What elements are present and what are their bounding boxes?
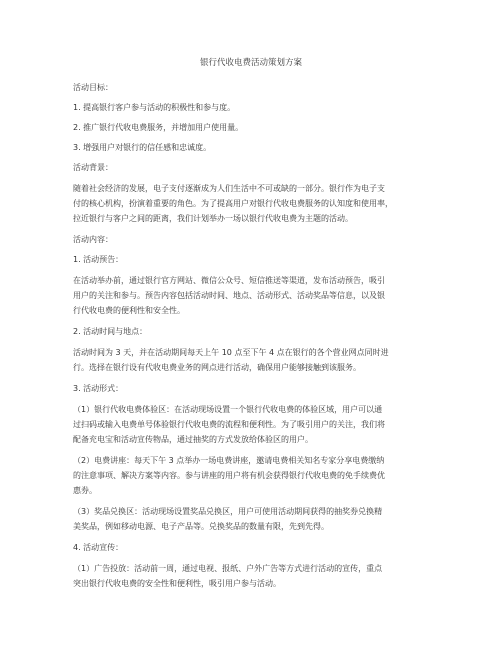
section-heading: 1. 活动预告：: [73, 255, 124, 264]
background-line: 拉近银行与客户之间的距离，我们计划举办一场以银行代收电费为主题的活动。: [73, 214, 353, 223]
section-heading: 3. 活动形式：: [73, 384, 124, 393]
section-line: 配备充电宝和活动宣传物品，通过抽奖的方式发放给体验区的用户。: [73, 435, 313, 444]
section-line: 活动时间为 3 天，并在活动期间每天上午 10 点至下午 4 点在银行的各个营业网点同时进: [73, 348, 389, 357]
section-line: （1）银行代收电费体验区：在活动现场设置一个银行代收电费的体验区域，用户可以通: [73, 405, 383, 414]
section-line: 在活动举办前，通过银行官方网站、微信公众号、短信推送等渠道，发布活动预告，吸引: [73, 276, 385, 285]
background-line: 随着社会经济的发展，电子支付逐渐成为人们生活中不可或缺的一部分。银行作为电子支: [73, 184, 385, 193]
section-line: 行。选择在银行设有代收电费业务的网点进行活动，确保用户能够接触到该服务。: [73, 363, 361, 372]
section-line: 行代收电费的便利性和安全性。: [73, 306, 185, 315]
objective-item: 2. 推广银行代收电费服务，并增加用户使用量。: [73, 123, 244, 132]
section-line: 美奖品，例如移动电源、电子产品等。兑换奖品的数量有限，先到先得。: [73, 522, 329, 531]
background-line: 付的核心机构，扮演着重要的角色。为了提高用户对银行代收电费服务的认知度和使用率，: [73, 199, 393, 208]
section-line: （3）奖品兑换区：活动现场设置奖品兑换区，用户可使用活动期间获得的抽奖券兑换精: [73, 507, 383, 516]
section-line: 过扫码或输入电费单号体验银行代收电费的流程和便利性。为了吸引用户的关注，我们将: [73, 420, 385, 429]
background-heading: 活动背景：: [73, 163, 113, 172]
section-line: 用户的关注和参与。预告内容包括活动时间、地点、活动形式、活动奖品等信息，以及银: [73, 291, 385, 300]
section-line: 的注意事项、解决方案等内容。参与讲座的用户将有机会获得银行代收电费的免手续费优: [73, 471, 385, 480]
section-heading: 2. 活动时间与地点：: [73, 327, 148, 336]
section-line: 惠券。: [73, 486, 97, 495]
section-line: （2）电费讲座：每天下午 3 点举办一场电费讲座，邀请电费相关知名专家分享电费缴纳: [73, 456, 385, 465]
section-line: （1）广告投放：活动前一周，通过电视、报纸、户外广告等方式进行活动的宣传，重点: [73, 564, 383, 573]
section-line: 突出银行代收电费的安全性和便利性，吸引用户参与活动。: [73, 579, 281, 588]
content-heading: 活动内容：: [73, 235, 113, 244]
objective-item: 3. 增强用户对银行的信任感和忠诚度。: [73, 143, 212, 152]
document-title: 银行代收电费活动策划方案: [199, 58, 302, 68]
objectives-heading: 活动目标：: [73, 83, 113, 92]
objective-item: 1. 提高银行客户参与活动的积极性和参与度。: [73, 103, 236, 112]
section-heading: 4. 活动宣传：: [73, 543, 124, 552]
